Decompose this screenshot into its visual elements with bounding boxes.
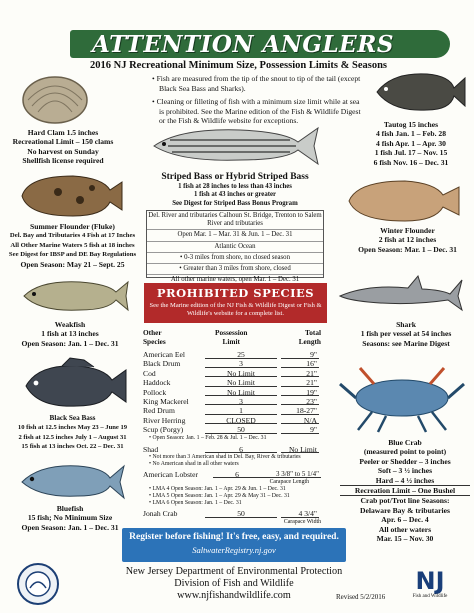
table-row: Jonah Crab 50 4 3/4" [143,509,317,519]
table-row: Scup (Porgy) 50 9" [143,425,317,435]
table-row: Pollock No Limit 19" [143,387,317,397]
weakfish-icon [20,274,132,316]
black-sea-bass-icon [22,356,130,412]
prohibited-heading: PROHIBITED SPECIES [156,286,315,300]
jonah-caption: Carapace Width [283,518,321,525]
season-line: All other marine waters, open Mar. 1 – Dec. 31 [170,276,300,284]
registry-banner [122,528,346,562]
other-species-table [143,328,323,526]
table-row: Black Drum 3 16" [143,359,317,369]
lobster-note: • LMA 5 Open Season: Jan. 1 – Apr. 29 & May 31 – Dec. 31 [149,493,290,500]
season-line: Atlantic Ocean [147,242,323,253]
winter-flounder-icon [345,178,463,224]
tautog-icon [372,68,467,116]
striped-bass-info: Striped Bass or Hybrid Striped Bass 1 fish at 28 inches to less than 43 inches 1 fish at 43 inches or greater See Digest for Striped Bass Bonus Program [161,172,309,207]
weakfish-info: Weakfish 1 fish at 13 inches Open Season: Jan. 1 – Dec. 31 [21,320,119,348]
table-row: Shad 6 No Limit [143,444,317,454]
table-row: American Eel 25 9" [143,350,317,359]
registry-link[interactable]: SaltwaterRegistry.nj.gov [192,545,276,555]
shark-info: Shark 1 fish per vessel at 54 inches Seasons: see Marine Digest [360,320,452,348]
state-seal-icon [16,562,60,606]
winter-flounder-info: Winter Flounder 2 fish at 12 inches Open Season: Mar. 1 – Dec. 31 [358,226,457,254]
lobster-note: • LMA 6 Open Season: Jan. 1 – Dec. 31 [149,500,242,507]
table-row: River Herring CLOSED N/A [143,415,317,425]
prohibited-species-box [144,283,327,323]
prohibited-text: See the Marine edition of the NJ Fish & Wildlife Digest or Fish & Wildlife's website for a complete list. [149,302,322,317]
bluefish-info: Bluefish 15 fish; No Minimum Size Open Season: Jan. 1 – Dec. 31 [21,504,119,532]
tautog-info: Tautog 15 inches 4 fish Jan. 1 – Feb. 28 4 fish Apr. 1 – Apr. 30 1 fish Jul. 17 – Nov. 15 6 fish Nov. 16 – Dec. 31 [373,120,449,167]
website-link[interactable]: www.njfishandwildlife.com [177,590,291,602]
rule-item: • Cleaning or filleting of fish with a minimum size limit while at sea is prohibited. See the Marine edition of the Fish & Wildlife Digest or the Fish & Wildlife website for exceptions. [152,97,361,125]
shark-icon [338,274,464,312]
black-sea-bass-info: Black Sea Bass 10 fish at 12.5 inches May 23 – June 19 2 fish at 12.5 inches July 1 – August 31 15 fish at 13 inches Oct. 22 – Dec. 31 [17,414,128,451]
scup-note: • Open Season: Jan. 1 – Feb. 28 & Jul. 1 – Dec. 31 [149,434,267,441]
summer-flounder-info: Summer Flounder (Fluke) Del. Bay and Tributaries 4 Fish at 17 Inches All Other Marine Waters 5 fish at 18 inches See Digest for IBSP and DE Bay Regulations Open Season: May 21 – Sept. 25 [8,222,137,269]
department-info: New Jersey Department of Environmental Protection Division of Fish and Wildlife www.njfishandwildlife.com [116,566,352,603]
summer-flounder-icon [18,172,126,220]
hard-clam-info: Hard Clam 1.5 inches Recreational Limit – 150 clams No harvest on Sunday Shellfish license required [12,128,114,166]
season-line: Del. River and tributaries Calhoun St. Bridge, Trenton to Salem River and tributaries [147,211,323,230]
table-row: Red Drum 1 18-27" [143,406,317,416]
table-row: American Lobster 6 3 3/8" to 5 1/4" [143,469,319,479]
blue-crab-info: Blue Crab (measured point to point) Peeler or Shedder – 3 inches Soft – 3 ½ inches Hard – 4 ½ inches Recreation Limit – One Bushel Crab pot/Trot line Seasons: Delaware Bay & tributaries Apr. 6 – Dec. 4 All other waters Mar. 15 – Nov. 30 [340,438,470,543]
table-header: Other Species Possession Limit Total Length [143,328,321,346]
striped-bass-icon [150,120,322,170]
season-line: • Greater than 3 miles from shore, closed [147,264,323,275]
blue-crab-icon [338,362,466,434]
shad-note: • No American shad in all other waters [149,460,239,467]
banner-title: ATTENTION ANGLERS [92,31,394,58]
season-line: • 0-3 miles from shore, no closed season [147,253,323,264]
page-subtitle: 2016 NJ Recreational Minimum Size, Possession Limits & Seasons [90,60,388,71]
bluefish-icon [18,458,128,502]
rule-item: • Fish are measured from the tip of the snout to tip of the tail (except Black Sea Bass and Sharks). [152,74,361,93]
shad-note: • Not more than 3 American shad in Del. Bay, River & tributaries [149,453,301,460]
attention-anglers-banner [70,30,450,58]
lobster-caption: Carapace Length [269,479,309,486]
nj-fish-wildlife-logo: NJ Fish and Wildlife [412,567,448,599]
season-line: Open Mar. 1 – Mar. 31 & Jun. 1 – Dec. 31 [147,230,323,241]
table-row: King Mackerel 3 23" [143,396,317,406]
revised-date: Revised 5/2/2016 [336,593,386,601]
striped-bass-season-box [146,210,324,284]
lobster-note: • LMA 4 Open Season: Jan. 1 – Apr. 29 & Jun. 1 – Dec. 31 [149,486,286,493]
registry-text: Register before fishing! It's free, easy, and required. [129,532,339,542]
table-row: Cod No Limit 21" [143,368,317,378]
table-row: Haddock No Limit 21" [143,378,317,388]
hard-clam-icon [20,70,90,125]
